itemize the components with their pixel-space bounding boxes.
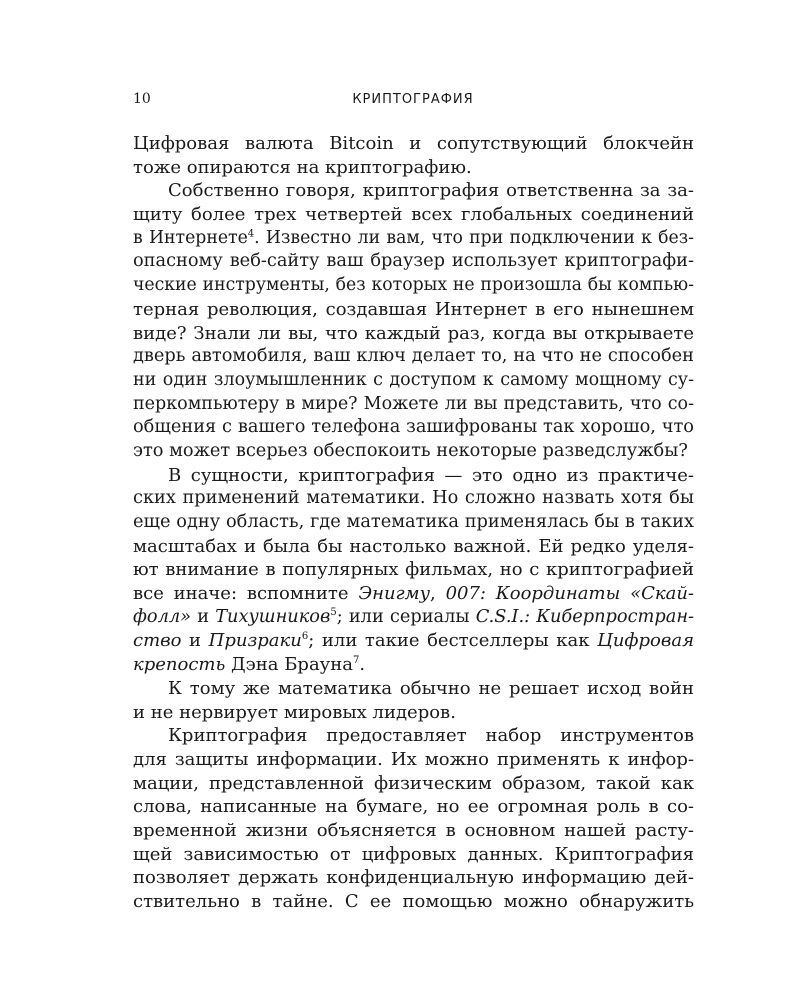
text-line: ни один злоумышленник с доступом к самому мощному су- [133,369,694,390]
text-line: В сущности, криптография — это одно из практиче- [168,464,694,486]
text-line [133,606,694,630]
footnote-ref: 6 [301,631,309,643]
text-line: еще одну область, где математика применялась бы в таких [133,512,694,532]
text-line: временной жизни объясняется в основном нашей расту- [133,819,694,841]
text-fragment: и [191,606,216,627]
text-line: виде? Знали ли вы, что каждый раз, когда вы открываете [133,322,694,344]
book-title: крепость [133,654,226,676]
text-fragment: , [430,583,446,605]
text-fragment: и [181,630,209,652]
chapter-title: КРИПТОГРАФИЯ [352,92,474,107]
running-head [133,91,693,111]
page-number: 10 [133,91,151,107]
text-line: Цифровая валюта Bitcoin и сопутствующий блокчейн [133,133,694,154]
text-line: тоже опираются на криптографию. [133,156,472,178]
series-title: ство [133,630,182,652]
text-line: Криптография предоставляет набор инструментов [168,725,694,747]
text-line: и не нервирует мировых лидеров. [133,701,456,723]
text-line: щей зависимостью от цифровых данных. Криптография [133,843,694,865]
body-text [133,132,694,914]
film-title: Тихушников [215,606,331,627]
text-line: Собственно говоря, криптография ответственна за за- [168,180,694,202]
text-fragment: ; или такие бестселлеры как [308,630,598,652]
text-line: К тому же математика обычно не решает исход войн [168,677,694,699]
footnote-ref: 5 [330,606,337,618]
text-line: ют внимание в популярных фильмах, но с криптографией [133,559,694,581]
text-fragment: ; или сериалы [336,606,476,627]
film-title: Энигму [358,583,431,605]
text-fragment: . Известно ли вам, что при подключении к без- [254,227,694,248]
text-line: ствительно в тайне. С ее помощью можно обнаружить [133,891,694,912]
text-line: общения с вашего телефона зашифрованы так хорошо, что [133,417,694,438]
text-fragment: Дэна Брауна [225,654,353,676]
series-title: C.S.I.: Киберпростран- [475,606,695,627]
footnote-ref: 4 [247,228,255,239]
footnote-ref: 7 [353,655,360,667]
text-line: щиту более трех четвертей всех глобальных соединений [133,204,694,226]
text-line: ских применений математики. Но сложно назвать хотя бы [133,488,694,509]
text-line: масштабах и была бы настолько важной. Ей редко уделя- [133,535,694,557]
series-title: Призраки [208,630,302,652]
text-line [133,227,694,251]
text-fragment: . [359,654,366,676]
film-title: фолл» [133,606,192,627]
text-line: перкомпьютеру в мире? Можете ли вы представить, что со- [133,393,694,414]
text-fragment: все иначе: вспомните [133,583,359,605]
text-line [133,653,694,677]
text-line: позволяет держать конфиденциальную информацию дей- [133,867,694,889]
text-line [133,629,694,653]
text-line [133,582,694,606]
book-title: Цифровая [597,630,694,652]
text-line: терная революция, создавшая Интернет в его нынешнем [133,298,694,320]
text-line: для защиты информации. Их можно применять к инфор- [133,748,694,770]
text-line: мации, представленной физическим образом, такой как [133,772,694,794]
film-title: 007: Координаты «Скай- [445,583,695,605]
text-line: слова, написанные на бумаге, но ее огромная роль в со- [133,796,694,818]
text-line: ческие инструменты, без которых не произошла бы компью- [133,275,694,296]
text-line: это может всерьез обеспокоить некоторые разведслужбы? [133,440,688,461]
text-fragment: в Интернете [133,227,248,248]
text-line: опасному веб-сайту ваш браузер использует криптографи- [133,251,694,272]
text-line: дверь автомобиля, ваш ключ делает то, на что не способен [133,346,694,367]
